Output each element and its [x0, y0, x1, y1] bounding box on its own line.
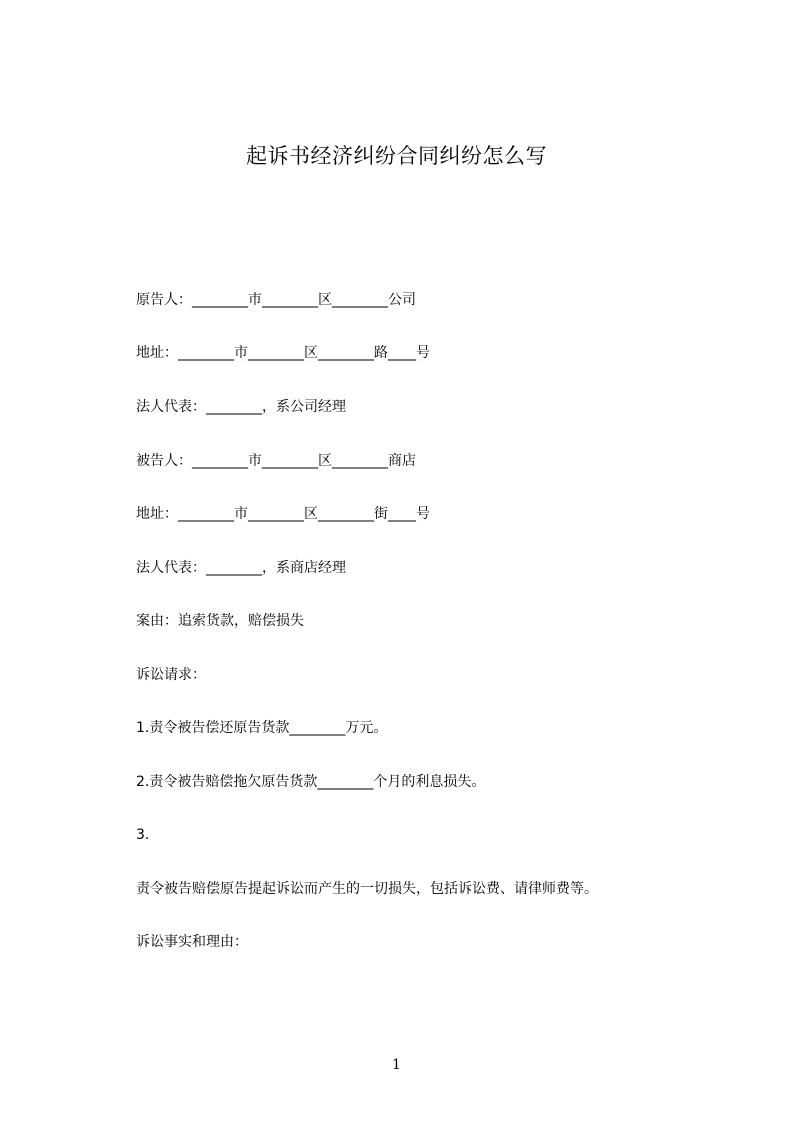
defendant-address-line: 地址：________市________区________街____号 — [136, 506, 430, 522]
claim-item-3-text: 责令被告赔偿原告提起诉讼而产生的一切损失，包括诉讼费、请律师费等。 — [136, 881, 598, 897]
defendant-line: 被告人：________市________区________商店 — [136, 453, 416, 469]
document-title: 起诉书经济纠纷合同纠纷怎么写 — [246, 144, 547, 168]
claim-item-2: 2.责令被告赔偿拖欠原告货款________个月的利息损失。 — [136, 774, 486, 790]
claims-heading: 诉讼请求： — [136, 667, 206, 683]
page-number: 1 — [392, 1057, 401, 1073]
claim-item-1: 1.责令被告偿还原告货款________万元。 — [136, 720, 388, 736]
facts-and-reasons-heading: 诉讼事实和理由： — [136, 934, 248, 950]
cause-of-action-line: 案由：追索货款，赔偿损失 — [136, 613, 304, 629]
plaintiff-address-line: 地址：________市________区________路____号 — [136, 345, 430, 361]
plaintiff-legal-rep-line: 法人代表：________，系公司经理 — [136, 399, 346, 415]
plaintiff-line: 原告人：________市________区________公司 — [136, 292, 416, 308]
defendant-legal-rep-line: 法人代表：________，系商店经理 — [136, 560, 346, 576]
claim-item-3-number: 3. — [136, 827, 150, 843]
